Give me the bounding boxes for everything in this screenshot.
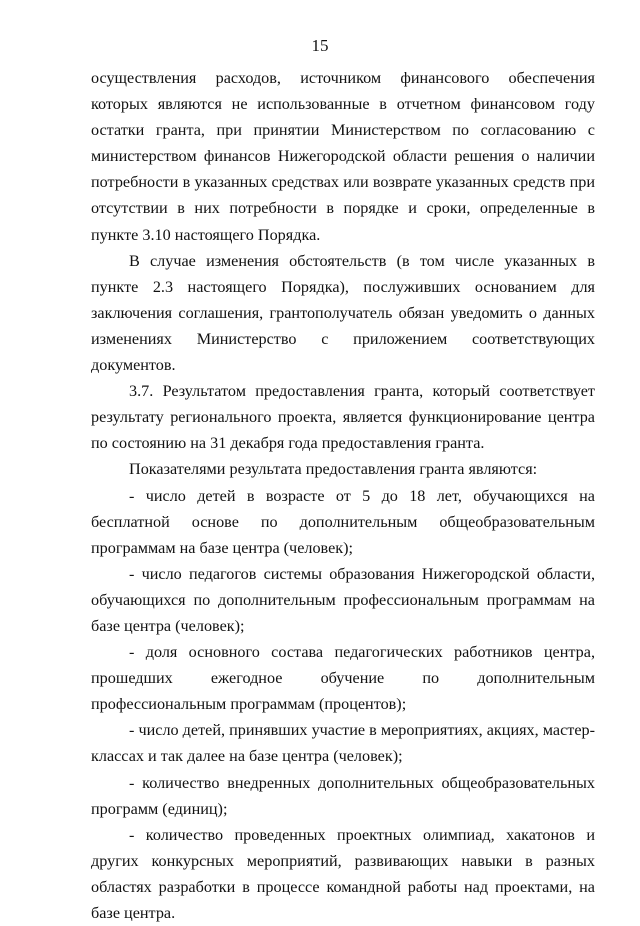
list-item-event-participants: - число детей, принявших участие в мероприятиях, акциях, мастер-классах и так далее на базе центра (человек); <box>91 721 595 766</box>
paragraph-continuation: осуществления расходов, источником финансового обеспечения которых являются не использованные в отчетном финансовом году остатки гранта, при принятии Министерством по согласованию с министерством финансов Нижегородской области решения о наличии потребности в указанных средствах или возврате указанных средств при отсутствии в них потребности в порядке и сроки, определенные в пункте 3.10 настоящего Порядка. <box>91 69 595 244</box>
page-number: 15 <box>311 36 329 55</box>
paragraph-3-7-result: 3.7. Результатом предоставления гранта, который соответствует результату регионального проекта, является функционирование центра по состоянию на 31 декабря года предоставления гранта. <box>91 382 595 453</box>
paragraph-indicators-intro: Показателями результата предоставления гранта являются: <box>129 460 538 479</box>
paragraph-circumstances-change: В случае изменения обстоятельств (в том числе указанных в пункте 2.3 настоящего Порядка), послуживших основанием для заключения соглашения, грантополучатель обязан уведомить о данных изменениях Министерство с приложением соответствующих документов. <box>91 251 595 375</box>
document-body <box>91 65 595 926</box>
list-item-programs-count: - количество внедренных дополнительных общеобразовательных программ (единиц); <box>91 773 595 818</box>
list-item-teachers-count: - число педагогов системы образования Нижегородской области, обучающихся по дополнительным профессиональным программам на базе центра (человек); <box>91 564 595 635</box>
list-item-staff-training-share: - доля основного состава педагогических работников центра, прошедших ежегодное обучение по дополнительным профессиональным программам (процентов); <box>91 643 595 714</box>
list-item-children-count: - число детей в возрасте от 5 до 18 лет, обучающихся на бесплатной основе по дополнительным общеобразовательным программам на базе центра (человек); <box>91 486 595 557</box>
list-item-olympiads-count: - количество проведенных проектных олимпиад, хакатонов и других конкурсных мероприятий, развивающих навыки в разных областях разработки в процессе командной работы над проектами, на базе центра. <box>91 825 595 922</box>
